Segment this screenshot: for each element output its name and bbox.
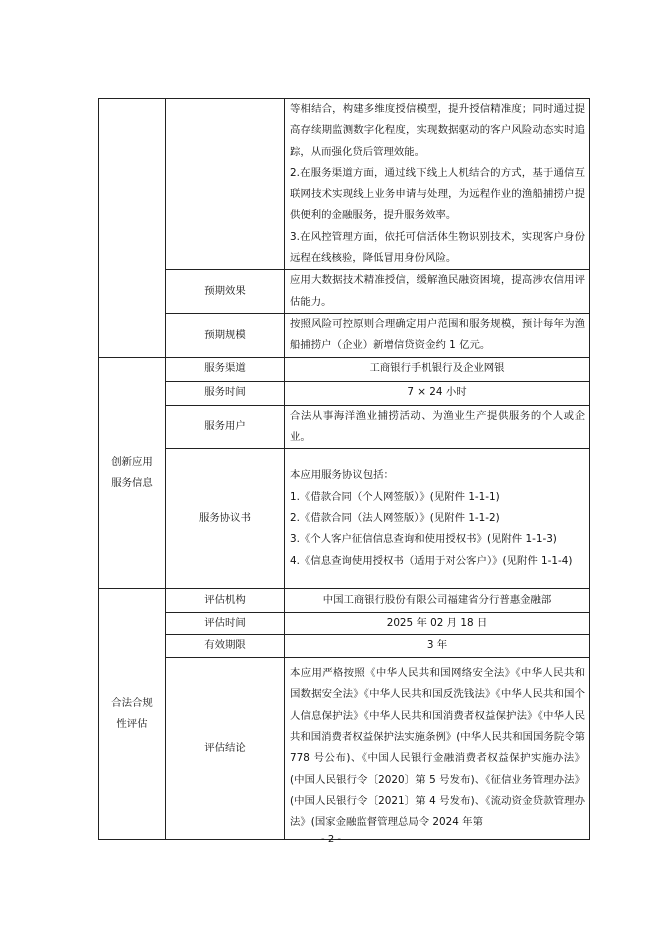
table-row bbox=[99, 313, 590, 357]
section-label-service bbox=[99, 357, 166, 589]
agreement-label: 服务协议书 bbox=[166, 449, 285, 589]
table-row bbox=[99, 635, 590, 657]
channel-value: 工商银行手机银行及企业网银 bbox=[285, 357, 590, 381]
table-row bbox=[99, 99, 590, 270]
agreement-line: 3.《个人客户征信信息查询和使用授权书》(见附件 1-1-3) bbox=[290, 533, 557, 546]
validity-label: 有效期限 bbox=[166, 635, 285, 657]
expected-scale-label: 预期规模 bbox=[166, 313, 285, 357]
agreement-line: 1.《借款合同（个人网签版）》(见附件 1-1-1) bbox=[290, 490, 500, 503]
intro-paragraph: 等相结合，构建多维度授信模型，提升授信精准度；同时通过提高存续期监测数字化程度，实现数据驱动的客户风险动态实时追踪，从而强化贷后管理效能。 bbox=[290, 103, 585, 158]
table-row bbox=[99, 381, 590, 405]
eval-time-label: 评估时间 bbox=[166, 613, 285, 635]
time-value: 7 × 24 小时 bbox=[285, 381, 590, 405]
section-label-line: 服务信息 bbox=[111, 476, 153, 489]
table-row bbox=[99, 589, 590, 613]
conclusion-value: 本应用严格按照《中华人民共和国网络安全法》《中华人民共和国数据安全法》《中华人民共和国反洗钱法》《中华人民共和国个人信息保护法》《中华人民共和国消费者权益保护法》《中华人民共和国消费者权益保护法实施条例》(中华人民共和国国务院令第 778 号公布)、《中国人民银行金融消费者权益保护实施办法》(中国人民银行令〔2020〕第 5 号发布)、《征信业务管理办法》(中国人民银行令〔2021〕第 4 号发布)、《流动资金贷款管理办法》(国家金融监督管理总局令 2024 年第 bbox=[285, 657, 590, 839]
eval-time-value: 2025 年 02 月 18 日 bbox=[285, 613, 590, 635]
section-label-line: 创新应用 bbox=[111, 455, 153, 468]
users-label: 服务用户 bbox=[166, 405, 285, 449]
channel-label: 服务渠道 bbox=[166, 357, 285, 381]
section-label-line: 合法合规 bbox=[111, 696, 153, 709]
section-cell-continued bbox=[99, 99, 166, 358]
expected-effect-label: 预期效果 bbox=[166, 270, 285, 314]
users-value: 合法从事海洋渔业捕捞活动、为渔业生产提供服务的个人或企业。 bbox=[285, 405, 590, 449]
table-row bbox=[99, 405, 590, 449]
intro-paragraph: 2.在服务渠道方面，通过线下线上人机结合的方式，基于通信互联网技术实现线上业务申请与处理，为远程作业的渔船捕捞户提供便利的金融服务，提升服务效率。 bbox=[290, 166, 585, 222]
page-number: - 2 - bbox=[321, 834, 341, 845]
table-row bbox=[99, 613, 590, 635]
institution-label: 评估机构 bbox=[166, 589, 285, 613]
section-label-compliance bbox=[99, 589, 166, 840]
agreement-line: 2.《借款合同（法人网签版）》(见附件 1-1-2) bbox=[290, 512, 500, 524]
info-table bbox=[98, 98, 590, 840]
institution-value: 中国工商银行股份有限公司福建省分行普惠金融部 bbox=[285, 589, 590, 613]
intro-text-cell bbox=[285, 99, 590, 270]
agreement-value bbox=[285, 449, 590, 589]
table-row bbox=[99, 270, 590, 314]
agreement-line: 4.《信息查询使用授权书（适用于对公客户）》(见附件 1-1-4) bbox=[290, 554, 573, 567]
section-label-line: 性评估 bbox=[116, 717, 148, 730]
expected-effect-value: 应用大数据技术精准授信，缓解渔民融资困境，提高涉农信用评估能力。 bbox=[285, 270, 590, 314]
intro-paragraph: 3.在风控管理方面，依托可信活体生物识别技术，实现客户身份远程在线核验，降低冒用身份风险。 bbox=[290, 230, 585, 265]
time-label: 服务时间 bbox=[166, 381, 285, 405]
validity-value: 3 年 bbox=[285, 635, 590, 657]
table-row bbox=[99, 449, 590, 589]
agreement-line: 本应用服务协议包括： bbox=[290, 469, 394, 482]
expected-scale-value: 按照风险可控原则合理确定用户范围和服务规模，预计每年为渔船捕捞户（企业）新增信贷资金约 1 亿元。 bbox=[285, 313, 590, 357]
table-row bbox=[99, 357, 590, 381]
table-row bbox=[99, 657, 590, 839]
conclusion-label: 评估结论 bbox=[166, 657, 285, 839]
label-cell-empty bbox=[166, 99, 285, 270]
